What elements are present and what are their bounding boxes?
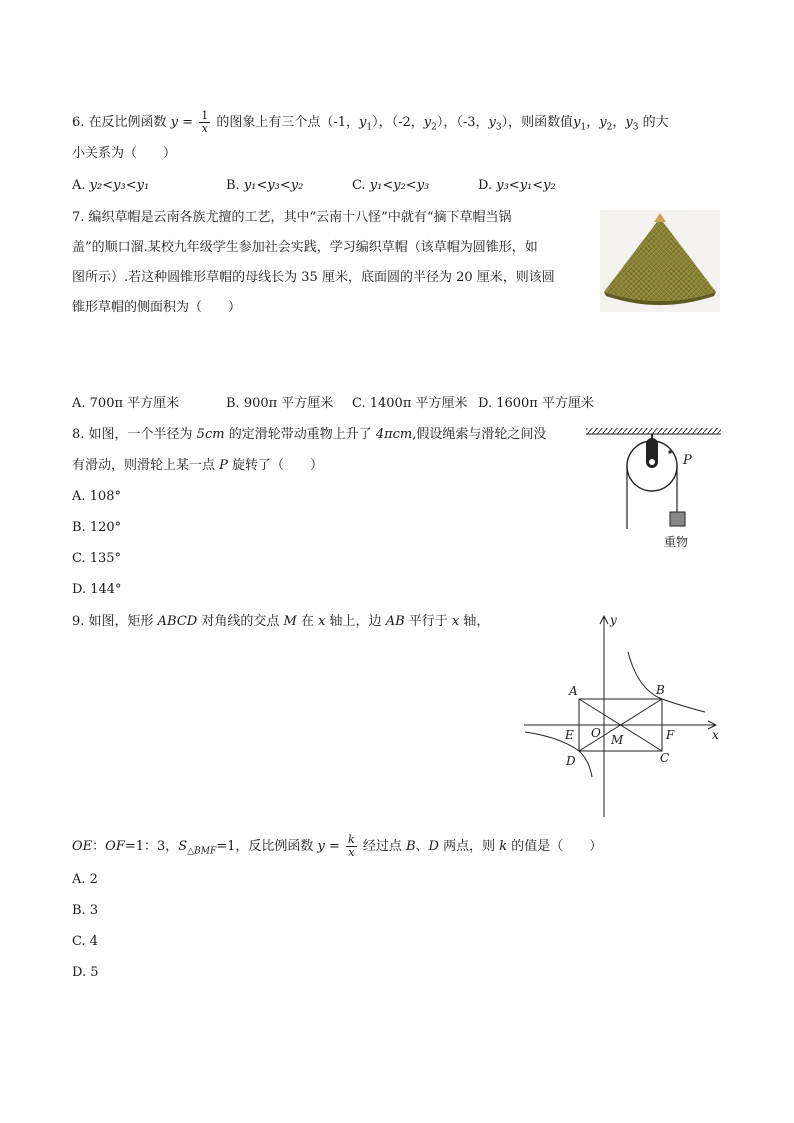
straw-hat-image [600, 210, 720, 312]
q8-option-c[interactable]: C. 135° [72, 551, 122, 566]
q6-fraction: $\frac{1}{x}$ [201, 109, 209, 135]
label-o: O [591, 726, 601, 740]
q6-option-d[interactable]: D. y₃<y₁<y₂ [478, 178, 556, 193]
q7-line2: 盖”的顺口溜.某校九年级学生参加社会实践，学习编织草帽（该草帽为圆锥形，如 [72, 240, 538, 255]
label-d: D [566, 754, 576, 768]
q7-line1: 7. 编织草帽是云南各族尤擅的工艺，其中“云南十八怪”中就有“摘下草帽当锅 [72, 210, 512, 225]
point-p-label: P [683, 453, 692, 468]
label-b: B [656, 683, 665, 697]
q6-line1: 6. 在反比例函数 y = $\frac{1}{x}$ 的图象上有三个点（-1，$y_1$），（-2，$y_2$），（-3，$y_3$），则函数值$y_1$，$y_2$，$y_3$ 的大 [72, 109, 669, 135]
label-m: M [611, 733, 624, 747]
q8-option-a[interactable]: A. 108° [72, 489, 121, 504]
q8-line1: 8. 如图，一个半径为 5cm 的定滑轮带动重物上升了 4πcm,假设绳索与滑轮之间没 [72, 427, 547, 442]
q9-option-d[interactable]: D. 5 [72, 965, 99, 980]
label-f: F [666, 728, 675, 742]
q8-option-d[interactable]: D. 144° [72, 582, 122, 597]
q6-option-b[interactable]: B. y₁<y₃<y₂ [226, 178, 304, 193]
label-a: A [569, 684, 578, 698]
label-y: y [610, 613, 617, 627]
q6-line2: 小关系为（ ） [72, 146, 177, 161]
q8-option-b[interactable]: B. 120° [72, 520, 122, 535]
q7-option-d[interactable]: D. 1600π 平方厘米 [478, 396, 594, 411]
q7-option-a[interactable]: A. 700π 平方厘米 [72, 396, 180, 411]
q9-fraction: $\frac{k}{x}$ [348, 833, 355, 859]
q9-line1: 9. 如图，矩形 ABCD 对角线的交点 M 在 x 轴上，边 AB 平行于 x 轴， [72, 614, 490, 629]
weight-label: 重物 [664, 535, 689, 549]
weight-block [670, 512, 685, 526]
pulley-figure [584, 426, 724, 552]
hyperbola-branch-2 [525, 732, 592, 777]
label-e: E [565, 728, 574, 742]
label-c: C [660, 751, 670, 765]
q9-option-b[interactable]: B. 3 [72, 903, 99, 918]
q7-line4: 锥形草帽的侧面积为（ ） [72, 300, 242, 315]
q9-option-a[interactable]: A. 2 [72, 872, 98, 887]
q9-option-c[interactable]: C. 4 [72, 934, 99, 949]
label-x: x [712, 728, 719, 742]
q7-option-b[interactable]: B. 900π 平方厘米 [226, 396, 334, 411]
q7-option-c[interactable]: C. 1400π 平方厘米 [352, 396, 468, 411]
q9-line2: OE：OF=1：3，$S_{\triangle BMF}=1$，反比例函数 y = $\frac{k}{x}$ 经过点 B、D 两点，则 k 的值是（ ） [72, 833, 603, 859]
hyperbola-branch-1 [628, 652, 705, 712]
q7-line3: 图所示）.若这种圆锥形草帽的母线长为 35 厘米，底面圆的半径为 20 厘米，则该圆 [72, 270, 555, 285]
q6-option-c[interactable]: C. y₁<y₂<y₃ [352, 178, 430, 193]
q6-option-a[interactable]: A. y₂<y₃<y₁ [72, 178, 150, 193]
rectangle-hyperbola-figure [520, 612, 730, 822]
q8-line2: 有滑动，则滑轮上某一点 P 旋转了（ ） [72, 458, 324, 473]
